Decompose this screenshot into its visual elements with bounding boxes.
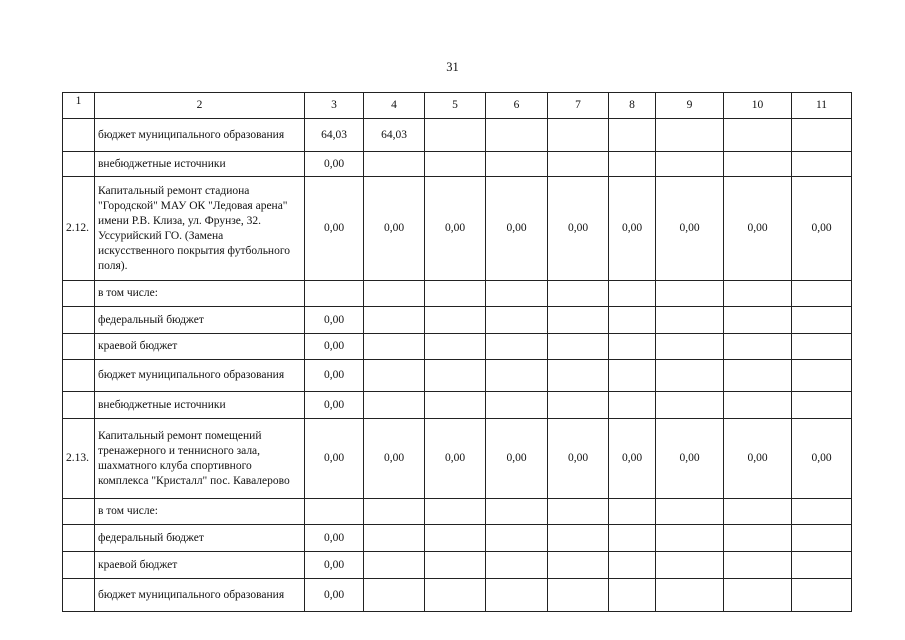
value-cell (364, 360, 425, 392)
description-cell: краевой бюджет (95, 552, 305, 579)
value-cell (656, 525, 724, 552)
value-cell: 0,00 (486, 419, 548, 499)
value-cell: 0,00 (305, 334, 364, 360)
value-cell (486, 281, 548, 307)
value-cell (364, 552, 425, 579)
value-cell (792, 360, 852, 392)
value-cell (425, 360, 486, 392)
value-cell (548, 525, 609, 552)
value-cell (724, 579, 792, 612)
item-number-cell (63, 579, 95, 612)
value-cell: 0,00 (548, 419, 609, 499)
item-number-cell (63, 525, 95, 552)
value-cell (486, 499, 548, 525)
value-cell: 0,00 (724, 177, 792, 281)
value-cell (609, 552, 656, 579)
item-number-cell (63, 499, 95, 525)
value-cell (364, 334, 425, 360)
item-number-cell (63, 392, 95, 419)
value-cell (486, 579, 548, 612)
value-cell (724, 392, 792, 419)
header-cell: 10 (724, 93, 792, 119)
value-cell (609, 152, 656, 177)
value-cell (656, 579, 724, 612)
value-cell (305, 281, 364, 307)
value-cell: 0,00 (305, 307, 364, 334)
value-cell: 0,00 (486, 177, 548, 281)
item-number-cell (63, 281, 95, 307)
value-cell (656, 119, 724, 152)
table-row (63, 419, 852, 499)
description-cell: краевой бюджет (95, 334, 305, 360)
value-cell (364, 152, 425, 177)
value-cell (425, 281, 486, 307)
value-cell (724, 552, 792, 579)
value-cell (548, 119, 609, 152)
table-row (63, 525, 852, 552)
value-cell (425, 552, 486, 579)
value-cell (548, 499, 609, 525)
value-cell: 0,00 (305, 552, 364, 579)
value-cell (656, 392, 724, 419)
value-cell (609, 360, 656, 392)
value-cell (656, 360, 724, 392)
value-cell (364, 499, 425, 525)
value-cell: 0,00 (425, 177, 486, 281)
value-cell (364, 307, 425, 334)
value-cell (425, 307, 486, 334)
description-cell: бюджет муниципального образования (95, 360, 305, 392)
value-cell (656, 307, 724, 334)
value-cell (548, 392, 609, 419)
value-cell (486, 119, 548, 152)
value-cell (724, 499, 792, 525)
value-cell (792, 525, 852, 552)
value-cell (609, 525, 656, 552)
description-cell: федеральный бюджет (95, 307, 305, 334)
header-cell: 9 (656, 93, 724, 119)
table-row (63, 119, 852, 152)
value-cell (792, 499, 852, 525)
value-cell (792, 307, 852, 334)
value-cell: 0,00 (724, 419, 792, 499)
item-number-cell: 2.13. (63, 419, 95, 499)
value-cell: 0,00 (656, 419, 724, 499)
value-cell (486, 360, 548, 392)
value-cell (425, 392, 486, 419)
value-cell (656, 499, 724, 525)
header-row (63, 93, 852, 119)
table-row (63, 334, 852, 360)
value-cell (425, 579, 486, 612)
value-cell (609, 334, 656, 360)
value-cell (609, 392, 656, 419)
value-cell (656, 334, 724, 360)
item-number-cell (63, 334, 95, 360)
description-cell: Капитальный ремонт стадиона "Городской" МАУ ОК "Ледовая арена" имени Р.В. Клиза, ул. Фрунзе, 32. Уссурийский ГО. (Замена искусственного покрытия футбольного поля). (95, 177, 305, 281)
value-cell (425, 334, 486, 360)
table-row (63, 152, 852, 177)
value-cell (425, 152, 486, 177)
value-cell (724, 525, 792, 552)
header-cell: 6 (486, 93, 548, 119)
item-number-cell (63, 152, 95, 177)
table-row (63, 499, 852, 525)
value-cell (486, 525, 548, 552)
value-cell (548, 579, 609, 612)
table-row (63, 579, 852, 612)
value-cell (364, 525, 425, 552)
table-row (63, 281, 852, 307)
value-cell (724, 152, 792, 177)
value-cell (609, 307, 656, 334)
value-cell (656, 281, 724, 307)
table-row (63, 177, 852, 281)
value-cell (792, 552, 852, 579)
value-cell (486, 152, 548, 177)
value-cell (656, 152, 724, 177)
table-row (63, 552, 852, 579)
value-cell (724, 360, 792, 392)
value-cell (486, 334, 548, 360)
value-cell (792, 334, 852, 360)
table-row (63, 307, 852, 334)
value-cell (548, 281, 609, 307)
description-cell: Капитальный ремонт помещений тренажерного и теннисного зала, шахматного клуба спортивного комплекса "Кристалл" пос. Кавалерово (95, 419, 305, 499)
description-cell: внебюджетные источники (95, 152, 305, 177)
header-cell: 2 (95, 93, 305, 119)
description-cell: бюджет муниципального образования (95, 119, 305, 152)
value-cell (486, 307, 548, 334)
value-cell (724, 281, 792, 307)
description-cell: в том числе: (95, 281, 305, 307)
value-cell (486, 392, 548, 419)
value-cell: 0,00 (548, 177, 609, 281)
value-cell (548, 334, 609, 360)
value-cell (425, 499, 486, 525)
table-body (63, 93, 852, 612)
value-cell: 0,00 (364, 419, 425, 499)
value-cell: 0,00 (305, 152, 364, 177)
value-cell: 0,00 (305, 360, 364, 392)
value-cell (609, 579, 656, 612)
value-cell (364, 281, 425, 307)
value-cell (724, 119, 792, 152)
description-cell: внебюджетные источники (95, 392, 305, 419)
value-cell (305, 499, 364, 525)
value-cell (724, 334, 792, 360)
description-cell: бюджет муниципального образования (95, 579, 305, 612)
value-cell: 0,00 (305, 419, 364, 499)
value-cell: 0,00 (305, 392, 364, 419)
value-cell (548, 307, 609, 334)
value-cell: 0,00 (609, 177, 656, 281)
header-cell: 3 (305, 93, 364, 119)
value-cell (364, 392, 425, 419)
value-cell (609, 499, 656, 525)
value-cell (364, 579, 425, 612)
header-cell: 11 (792, 93, 852, 119)
table-row (63, 392, 852, 419)
budget-table (62, 92, 852, 612)
value-cell: 0,00 (364, 177, 425, 281)
value-cell (548, 552, 609, 579)
header-cell: 7 (548, 93, 609, 119)
page-number: 31 (446, 60, 459, 74)
header-cell: 5 (425, 93, 486, 119)
description-cell: в том числе: (95, 499, 305, 525)
value-cell: 64,03 (364, 119, 425, 152)
value-cell: 0,00 (792, 419, 852, 499)
item-number-cell (63, 307, 95, 334)
value-cell: 0,00 (609, 419, 656, 499)
item-number-cell (63, 360, 95, 392)
header-cell: 1 (63, 93, 95, 119)
value-cell: 0,00 (425, 419, 486, 499)
value-cell (425, 119, 486, 152)
item-number-cell (63, 119, 95, 152)
value-cell (792, 579, 852, 612)
value-cell (724, 307, 792, 334)
value-cell (792, 281, 852, 307)
value-cell: 0,00 (305, 579, 364, 612)
value-cell (548, 152, 609, 177)
value-cell (425, 525, 486, 552)
value-cell (609, 281, 656, 307)
item-number-cell (63, 552, 95, 579)
value-cell (609, 119, 656, 152)
header-cell: 8 (609, 93, 656, 119)
value-cell: 0,00 (792, 177, 852, 281)
value-cell: 0,00 (305, 177, 364, 281)
description-cell: федеральный бюджет (95, 525, 305, 552)
value-cell (792, 119, 852, 152)
value-cell (792, 152, 852, 177)
value-cell (548, 360, 609, 392)
value-cell: 0,00 (656, 177, 724, 281)
value-cell (792, 392, 852, 419)
value-cell: 0,00 (305, 525, 364, 552)
table-row (63, 360, 852, 392)
item-number-cell: 2.12. (63, 177, 95, 281)
value-cell (486, 552, 548, 579)
header-cell: 4 (364, 93, 425, 119)
value-cell (656, 552, 724, 579)
value-cell: 64,03 (305, 119, 364, 152)
